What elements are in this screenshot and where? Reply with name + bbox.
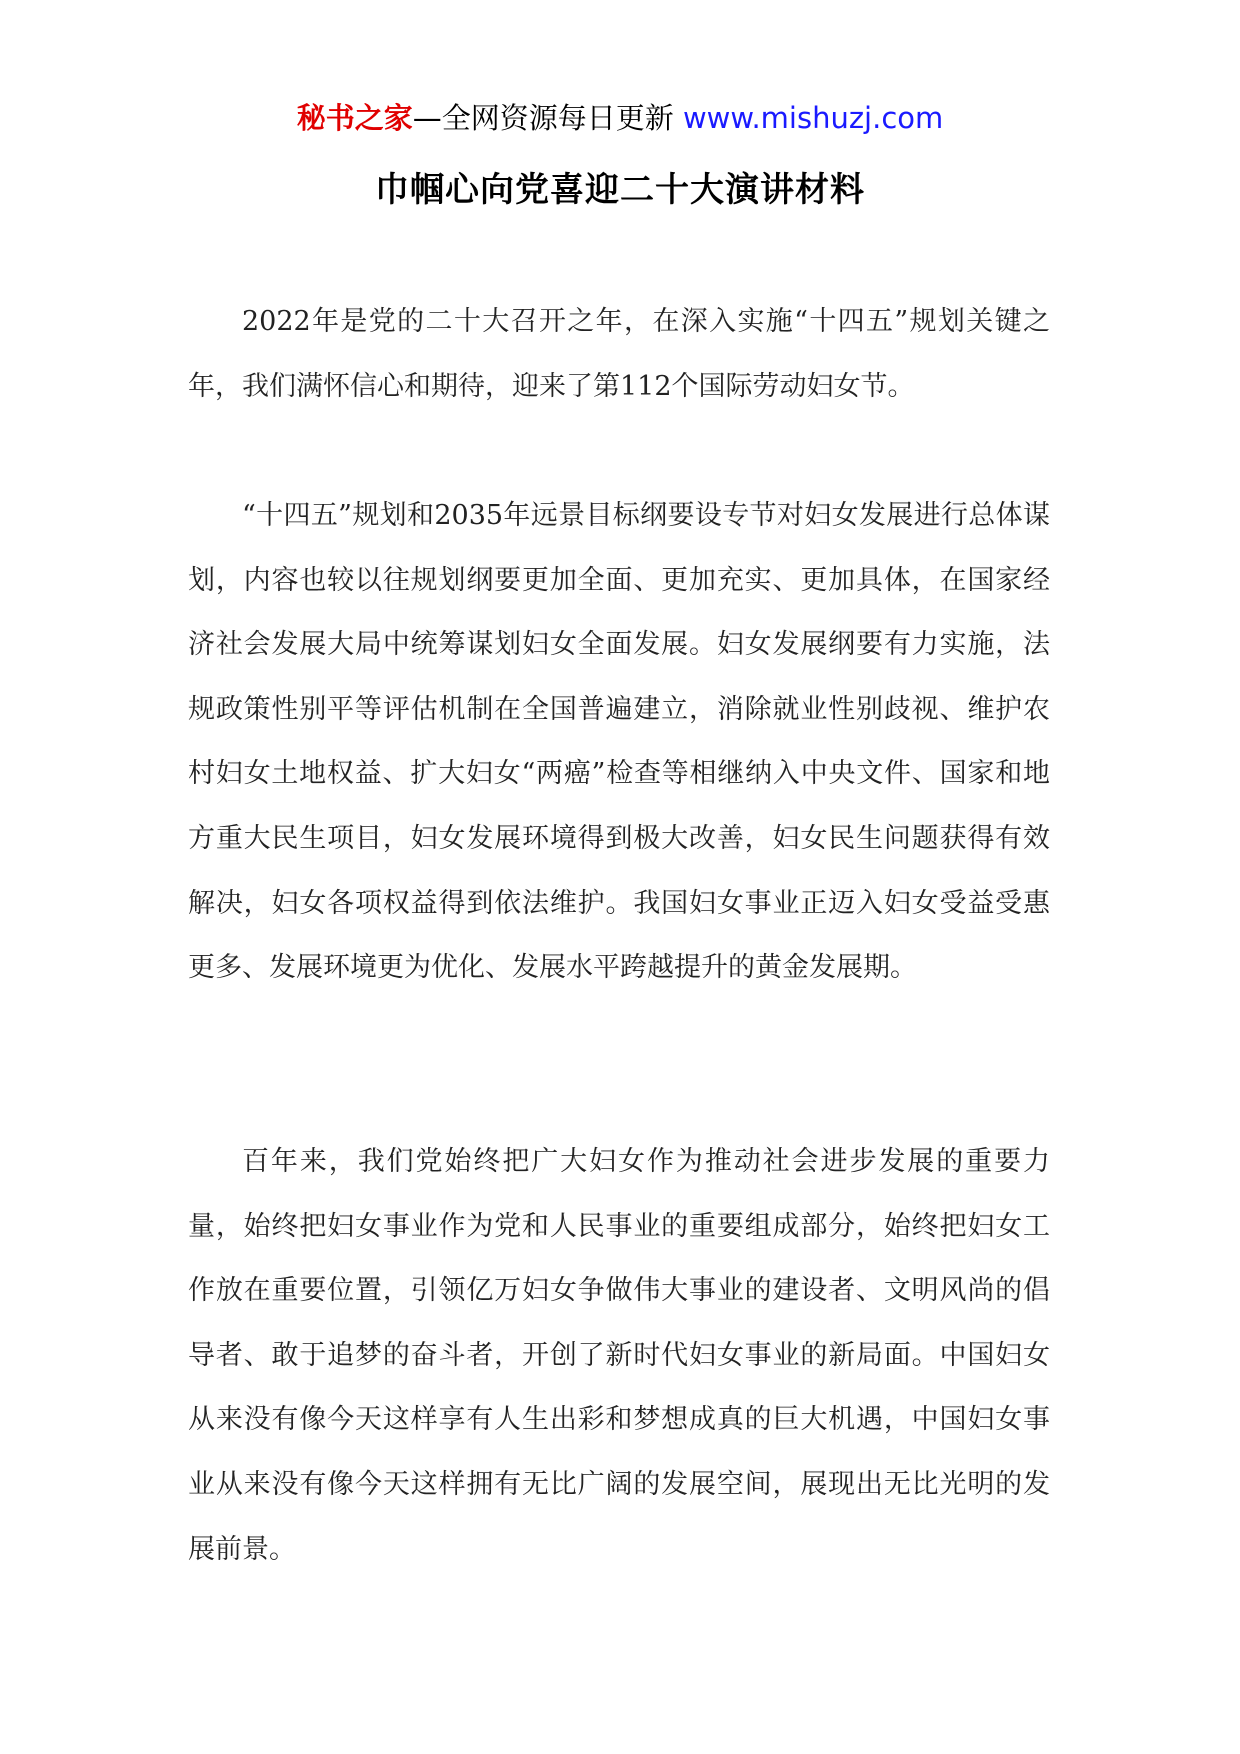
document-title: 巾帼心向党喜迎二十大演讲材料	[375, 170, 865, 210]
site-header	[0, 98, 1240, 138]
paragraph: “十四五”规划和2035年远景目标纲要设专节对妇女发展进行总体谋划，内容也较以往规划纲要更加全面、更加充实、更加具体，在国家经济社会发展大局中统筹谋划妇女全面发展。妇女发展纲要有力实施，法规政策性别平等评估机制在全国普遍建立，消除就业性别歧视、维护农村妇女土地权益、扩大妇女“两癌”检查等相继纳入中央文件、国家和地方重大民生项目，妇女发展环境得到极大改善，妇女民生问题获得有效解决，妇女各项权益得到依法维护。我国妇女事业正迈入妇女受益受惠更多、发展环境更为优化、发展水平跨越提升的黄金发展期。	[188, 500, 1050, 984]
site-url-link[interactable]: www.mishuzj.com	[682, 101, 944, 135]
paragraph: 百年来，我们党始终把广大妇女作为推动社会进步发展的重要力量，始终把妇女事业作为党和人民事业的重要组成部分，始终把妇女工作放在重要位置，引领亿万妇女争做伟大事业的建设者、文明风尚的倡导者、敢于追梦的奋斗者，开创了新时代妇女事业的新局面。中国妇女从来没有像今天这样享有人生出彩和梦想成真的巨大机遇，中国妇女事业从来没有像今天这样拥有无比广阔的发展空间，展现出无比光明的发展前景。	[188, 1146, 1050, 1565]
site-tagline: —全网资源每日更新	[412, 101, 674, 135]
paragraph: 2022年是党的二十大召开之年，在深入实施“十四五”规划关键之年，我们满怀信心和期待，迎来了第112个国际劳动妇女节。	[188, 306, 1050, 402]
site-brand: 秘书之家	[296, 101, 413, 135]
